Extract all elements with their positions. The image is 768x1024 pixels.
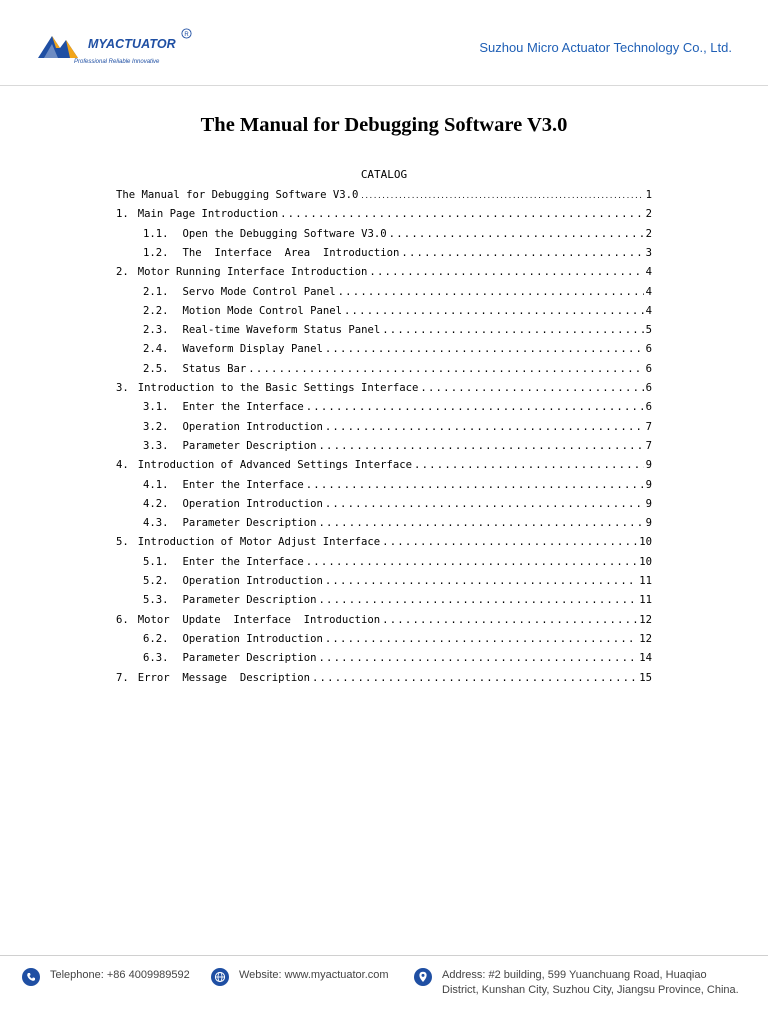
- footer-address: [414, 968, 739, 998]
- toc-entry-title: Waveform Display Panel: [182, 343, 323, 355]
- toc-entry[interactable]: [143, 321, 652, 339]
- footer-website: Website: www.myactuator.com: [211, 968, 389, 986]
- toc-entry-number: 1.1.: [143, 228, 169, 240]
- toc-entry-title: Operation Introduction: [182, 575, 323, 587]
- toc-entry[interactable]: [143, 630, 652, 648]
- footer-divider: [0, 955, 768, 956]
- toc-page-number: 9: [645, 517, 652, 529]
- toc-entry-number: 2.: [116, 266, 129, 278]
- toc-page-number: 11: [639, 575, 652, 587]
- toc-entry[interactable]: [116, 205, 652, 223]
- address-line-2: District, Kunshan City, Suzhou City, Jiangsu Province, China.: [442, 984, 739, 996]
- toc-entry-number: 2.3.: [143, 324, 169, 336]
- toc-entry[interactable]: [143, 418, 652, 436]
- page-header: [0, 0, 768, 86]
- toc-page-number: 6: [645, 401, 652, 413]
- toc-dot-leader: [318, 440, 643, 452]
- toc-page-number: 1: [645, 189, 652, 201]
- globe-icon: [211, 968, 229, 986]
- toc-entry-number: 6.: [116, 614, 129, 626]
- toc-entry-number: 3.2.: [143, 421, 169, 433]
- toc-entry[interactable]: [143, 340, 652, 358]
- toc-page-number: 15: [639, 672, 652, 684]
- toc-page-number: 7: [645, 421, 652, 433]
- toc-dot-leader: [248, 363, 643, 375]
- toc-entry-title: Introduction of Advanced Settings Interface: [137, 459, 413, 471]
- toc-dot-leader: [382, 536, 637, 548]
- toc-dot-leader: [280, 208, 644, 220]
- toc-entry-title: Motor Running Interface Introduction: [137, 266, 368, 278]
- toc-dot-leader: [382, 324, 643, 336]
- toc-entry-number: 5.1.: [143, 556, 169, 568]
- toc-entry-number: 4.2.: [143, 498, 169, 510]
- toc-page-number: 2: [645, 228, 652, 240]
- logo-wordmark: MYACTUATOR: [88, 37, 176, 51]
- toc-entry-number: 5.2.: [143, 575, 169, 587]
- toc-dot-leader: [312, 672, 637, 684]
- toc-page-number: 6: [645, 382, 652, 394]
- toc-entry-title: Parameter Description: [182, 594, 317, 606]
- toc-entry[interactable]: [116, 533, 652, 551]
- toc-entry-title: Enter the Interface: [182, 556, 304, 568]
- toc-entry[interactable]: [143, 476, 652, 494]
- toc-entry-number: 7.: [116, 672, 129, 684]
- toc-dot-leader: [318, 594, 637, 606]
- toc-page-number: 4: [645, 286, 652, 298]
- toc-dot-leader: [306, 401, 644, 413]
- header-divider: [0, 85, 768, 86]
- toc-entry[interactable]: [143, 244, 652, 262]
- toc-entry-title: Real-time Waveform Status Panel: [182, 324, 381, 336]
- toc-entry[interactable]: [116, 186, 652, 204]
- toc-entry-title: Operation Introduction: [182, 421, 323, 433]
- toc-entry-title: Enter the Interface: [182, 401, 304, 413]
- toc-page-number: 4: [645, 266, 652, 278]
- document-title: The Manual for Debugging Software V3.0: [200, 114, 568, 136]
- toc-page-number: 9: [645, 498, 652, 510]
- toc-dot-leader: [369, 266, 643, 278]
- phone-icon: [22, 968, 40, 986]
- toc-page-number: 14: [639, 652, 652, 664]
- toc-entry-title: Operation Introduction: [182, 498, 323, 510]
- toc-entry[interactable]: [116, 379, 652, 397]
- toc-dot-leader: [325, 421, 644, 433]
- toc-entry[interactable]: [143, 360, 652, 378]
- toc-page-number: 10: [639, 556, 652, 568]
- logo-mark-icon: [38, 30, 88, 60]
- toc-entry-title: Open the Debugging Software V3.0: [182, 228, 387, 240]
- toc-entry-title: Motion Mode Control Panel: [182, 305, 342, 317]
- toc-entry-title: Parameter Description: [182, 652, 317, 664]
- toc-entry-title: The Manual for Debugging Software V3.0: [116, 189, 359, 201]
- toc-dot-leader: [306, 479, 644, 491]
- toc-dot-leader: [360, 189, 643, 201]
- toc-entry-number: 2.2.: [143, 305, 169, 317]
- toc-dot-leader: [338, 286, 644, 298]
- toc-entry-title: Status Bar: [182, 363, 247, 375]
- company-name: Suzhou Micro Actuator Technology Co., Ltd.: [479, 40, 732, 55]
- toc-dot-leader: [382, 614, 637, 626]
- toc-page-number: 12: [639, 633, 652, 645]
- toc-dot-leader: [325, 498, 644, 510]
- toc-dot-leader: [344, 305, 644, 317]
- catalog-heading: CATALOG: [360, 168, 408, 181]
- toc-entry-number: 2.5.: [143, 363, 169, 375]
- toc-entry[interactable]: [143, 398, 652, 416]
- toc-page-number: 9: [645, 479, 652, 491]
- toc-page-number: 6: [645, 343, 652, 355]
- logo-tagline: Professional Reliable Innovative: [74, 59, 160, 65]
- toc-entry-number: 4.1.: [143, 479, 169, 491]
- toc-entry-number: 3.: [116, 382, 129, 394]
- toc-entry[interactable]: [143, 572, 652, 590]
- toc-dot-leader: [420, 382, 643, 394]
- toc-entry-number: 1.2.: [143, 247, 169, 259]
- toc-entry-number: 6.2.: [143, 633, 169, 645]
- toc-entry-number: 1.: [116, 208, 129, 220]
- page-footer: [0, 962, 768, 1012]
- toc-dot-leader: [318, 652, 637, 664]
- toc-page-number: 10: [639, 536, 652, 548]
- footer-telephone: Telephone: +86 4009989592: [22, 968, 190, 986]
- toc-entry[interactable]: [143, 302, 652, 320]
- toc-entry-title: Parameter Description: [182, 517, 317, 529]
- toc-page-number: 12: [639, 614, 652, 626]
- toc-entry-number: 6.3.: [143, 652, 169, 664]
- toc-entry-title: Motor Update Interface Introduction: [137, 614, 381, 626]
- toc-entry[interactable]: [143, 495, 652, 513]
- toc-entry[interactable]: [143, 649, 652, 667]
- toc-dot-leader: [318, 517, 643, 529]
- toc-entry-title: Parameter Description: [182, 440, 317, 452]
- address-line-1: Address: #2 building, 599 Yuanchuang Road, Huaqiao: [442, 969, 707, 981]
- toc-page-number: 11: [639, 594, 652, 606]
- toc-entry[interactable]: [143, 283, 652, 301]
- toc-entry-title: Enter the Interface: [182, 479, 304, 491]
- toc-dot-leader: [306, 556, 638, 568]
- toc-entry-title: Error Message Description: [137, 672, 310, 684]
- toc-dot-leader: [325, 633, 637, 645]
- toc-page-number: 5: [645, 324, 652, 336]
- toc-entry[interactable]: [143, 437, 652, 455]
- toc-dot-leader: [401, 247, 643, 259]
- toc-dot-leader: [325, 575, 637, 587]
- toc-entry[interactable]: [143, 514, 652, 532]
- location-pin-icon: [414, 968, 432, 986]
- toc-entry[interactable]: [116, 456, 652, 474]
- toc-entry-number: 4.3.: [143, 517, 169, 529]
- toc-entry[interactable]: [116, 611, 652, 629]
- toc-entry-number: 2.4.: [143, 343, 169, 355]
- toc-dot-leader: [414, 459, 644, 471]
- toc-entry[interactable]: [143, 225, 652, 243]
- toc-entry-title: Servo Mode Control Panel: [182, 286, 336, 298]
- toc-dot-leader: [389, 228, 644, 240]
- toc-entry-number: 5.3.: [143, 594, 169, 606]
- registered-mark-icon: [181, 28, 192, 39]
- toc-page-number: 9: [645, 459, 652, 471]
- toc-entry-title: Operation Introduction: [182, 633, 323, 645]
- toc-entry[interactable]: [116, 669, 652, 687]
- toc-dot-leader: [325, 343, 644, 355]
- toc-entry-number: 3.3.: [143, 440, 169, 452]
- toc-entry-number: 2.1.: [143, 286, 169, 298]
- toc-entry[interactable]: [143, 591, 652, 609]
- toc-page-number: 7: [645, 440, 652, 452]
- toc-entry-title: Introduction of Motor Adjust Interface: [137, 536, 381, 548]
- svg-text:R: R: [184, 31, 189, 38]
- toc-page-number: 2: [645, 208, 652, 220]
- toc-page-number: 3: [645, 247, 652, 259]
- toc-entry-number: 4.: [116, 459, 129, 471]
- toc-entry-title: Introduction to the Basic Settings Interface: [137, 382, 419, 394]
- toc-entry[interactable]: [143, 553, 652, 571]
- company-logo: [38, 28, 198, 72]
- toc-page-number: 6: [645, 363, 652, 375]
- toc-entry[interactable]: [116, 263, 652, 281]
- toc-entry-title: The Interface Area Introduction: [182, 247, 400, 259]
- toc-entry-title: Main Page Introduction: [137, 208, 279, 220]
- toc-entry-number: 5.: [116, 536, 129, 548]
- toc-page-number: 4: [645, 305, 652, 317]
- toc-entry-number: 3.1.: [143, 401, 169, 413]
